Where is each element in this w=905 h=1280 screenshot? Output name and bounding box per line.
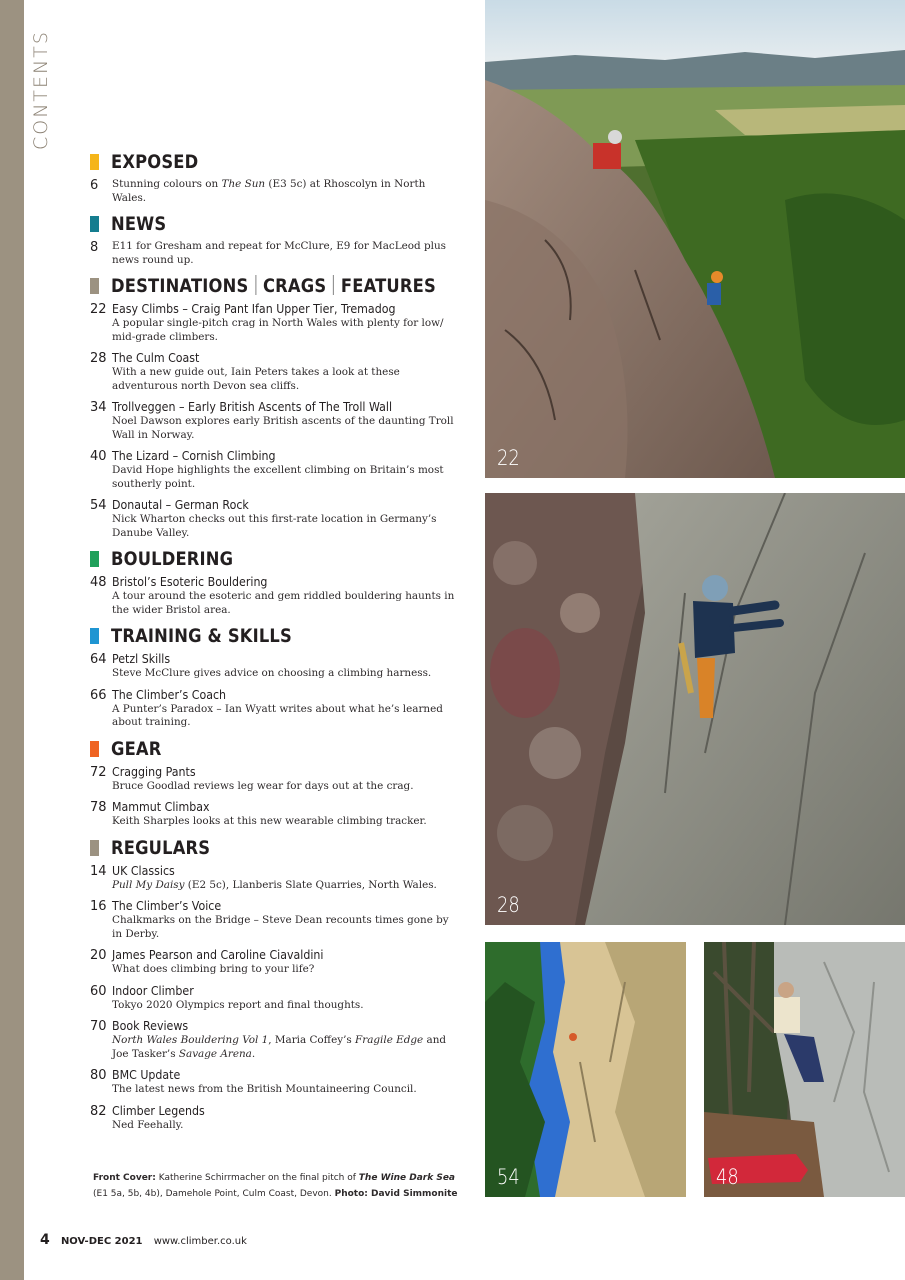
issue-date: NOV-DEC 2021: [60, 1236, 143, 1247]
page-number: 4: [40, 1232, 50, 1248]
entry-description: Tokyo 2020 Olympics report and final thoughts.: [112, 998, 364, 1011]
section-header: [90, 274, 460, 298]
photo-28-image: [485, 493, 905, 925]
section-header: [90, 836, 460, 860]
toc-entry[interactable]: [90, 984, 460, 1013]
toc-entry[interactable]: [90, 765, 460, 794]
table-of-contents: [90, 150, 460, 1139]
photo-48-page-ref: 48: [716, 1165, 739, 1189]
entry-title: Cragging Pants: [112, 764, 196, 779]
entry-description: With a new guide out, Iain Peters takes a look at these adventurous north Devon sea cliffs.: [112, 366, 400, 392]
toc-entry[interactable]: [90, 1104, 460, 1133]
page-number: 6: [90, 178, 99, 193]
toc-entry[interactable]: [90, 688, 460, 730]
photo-48[interactable]: [704, 942, 905, 1197]
toc-entry[interactable]: [90, 575, 460, 617]
entry-title: Book Reviews: [112, 1019, 189, 1033]
toc-entry[interactable]: [90, 800, 460, 829]
page-number: 16: [90, 899, 107, 914]
toc-entry[interactable]: [90, 240, 460, 267]
page-number: 82: [90, 1103, 107, 1119]
page-number: 28: [90, 351, 107, 366]
toc-entry[interactable]: [90, 948, 460, 977]
toc-section: [90, 150, 460, 205]
section-color-marker: [90, 551, 99, 567]
toc-entry[interactable]: [90, 1068, 460, 1097]
front-cover-label: Front Cover:: [93, 1173, 156, 1183]
page-footer: [40, 1232, 247, 1248]
photo-54[interactable]: [485, 942, 686, 1197]
section-color-marker: [90, 216, 99, 232]
page-number: 60: [90, 983, 107, 999]
photo-48-image: [704, 942, 905, 1197]
entry-title: Mammut Climbax: [112, 800, 210, 814]
page-number: 20: [90, 948, 107, 963]
front-cover-text-1: Katherine Schirrmacher on the final pitch of: [158, 1173, 356, 1183]
section-header: [90, 737, 460, 761]
toc-section: [90, 212, 460, 267]
toc-entry[interactable]: [90, 302, 460, 344]
page-number: 40: [90, 449, 107, 464]
toc-section: [90, 624, 460, 730]
entry-description: Steve McClure gives advice on choosing a climbing harness.: [112, 667, 432, 679]
toc-entry[interactable]: [90, 864, 460, 893]
toc-section: [90, 274, 460, 540]
section-color-marker: [90, 154, 99, 170]
page-number: 8: [90, 240, 99, 255]
front-cover-text-2: (E1 5a, 5b, 4b), Damehole Point, Culm Coast, Devon.: [93, 1189, 332, 1199]
toc-entry[interactable]: [90, 449, 460, 491]
toc-section: [90, 836, 460, 1133]
section-header: [90, 547, 460, 571]
entry-description: David Hope highlights the excellent climbing on Britain’s most southerly point.: [112, 464, 444, 490]
entry-description: E11 for Gresham and repeat for McClure, E9 for MacLeod plus news round up.: [112, 240, 447, 266]
entry-title: Trollveggen – Early British Ascents of The Troll Wall: [112, 400, 393, 414]
entry-description: The latest news from the British Mountaineering Council.: [112, 1083, 417, 1095]
toc-entry[interactable]: [90, 351, 460, 393]
toc-entry[interactable]: [90, 400, 460, 442]
entry-title: Bristol’s Esoteric Bouldering: [112, 575, 268, 589]
section-header: [90, 624, 460, 648]
front-cover-photo-credit: Photo: David Simmonite: [334, 1189, 458, 1199]
page-number: 14: [90, 863, 107, 879]
sidebar-strip: [0, 0, 24, 1280]
entry-description: North Wales Bouldering Vol 1, Maria Coffey’s Fragile Edge and Joe Tasker’s Savage Arena.: [112, 1034, 447, 1060]
entry-title: The Climber’s Coach: [112, 687, 227, 702]
entry-description: A popular single-pitch crag in North Wales with plenty for low/ mid-grade climbers.: [112, 317, 444, 343]
toc-entry[interactable]: [90, 899, 460, 941]
entry-title: Petzl Skills: [112, 652, 171, 666]
entry-title: Climber Legends: [112, 1103, 205, 1118]
page-number: 54: [90, 498, 107, 513]
photo-22[interactable]: [485, 0, 905, 478]
entry-title: The Climber’s Voice: [112, 899, 222, 913]
photo-28-page-ref: 28: [497, 893, 520, 917]
section-header: [90, 212, 460, 236]
page-number: 78: [90, 800, 107, 815]
photo-54-page-ref: 54: [497, 1165, 520, 1189]
photo-54-image: [485, 942, 686, 1197]
page-number: 80: [90, 1068, 107, 1083]
toc-section: [90, 737, 460, 829]
section-title: GEAR: [111, 737, 162, 760]
toc-entry[interactable]: [90, 498, 460, 540]
toc-entry[interactable]: [90, 178, 460, 205]
section-title: EXPOSED: [111, 151, 199, 173]
toc-entry[interactable]: [90, 652, 460, 681]
entry-description: Bruce Goodlad reviews leg wear for days out at the crag.: [112, 779, 414, 792]
section-color-marker: [90, 840, 99, 856]
front-cover-credit: [93, 1170, 458, 1202]
entry-description: A tour around the esoteric and gem riddled bouldering haunts in the wider Bristol area.: [112, 590, 455, 616]
entry-title: UK Classics: [112, 863, 175, 878]
toc-section: [90, 547, 460, 617]
page-number: 72: [90, 764, 107, 780]
entry-title: Easy Climbs – Craig Pant Ifan Upper Tier, Tremadog: [112, 302, 396, 316]
photo-22-image: [485, 0, 905, 478]
page-number: 64: [90, 652, 107, 667]
entry-title: BMC Update: [112, 1068, 181, 1082]
section-header: [90, 150, 460, 174]
page-number: 66: [90, 687, 107, 703]
page-number: 34: [90, 400, 107, 415]
toc-entry[interactable]: [90, 1019, 460, 1061]
section-title: REGULARS: [111, 836, 211, 859]
section-title: DESTINATIONS CRAGS FEATURES: [111, 275, 436, 297]
section-title: NEWS: [111, 213, 167, 235]
section-color-marker: [90, 278, 99, 294]
contents-label: CONTENTS: [30, 30, 52, 150]
entry-description: Chalkmarks on the Bridge – Steve Dean recounts times gone by in Derby.: [112, 914, 449, 940]
entry-description: Pull My Daisy (E2 5c), Llanberis Slate Quarries, North Wales.: [112, 878, 437, 891]
entry-description: Stunning colours on The Sun (E3 5c) at Rhoscolyn in North Wales.: [112, 178, 426, 204]
entry-description: Nick Wharton checks out this first-rate location in Germany’s Danube Valley.: [112, 513, 437, 539]
entry-title: Donautal – German Rock: [112, 498, 249, 512]
entry-title: James Pearson and Caroline Ciavaldini: [112, 948, 324, 962]
entry-description: What does climbing bring to your life?: [112, 963, 315, 975]
section-color-marker: [90, 741, 99, 757]
entry-title: Indoor Climber: [112, 983, 194, 998]
entry-title: The Culm Coast: [112, 351, 200, 365]
section-title: TRAINING & SKILLS: [111, 625, 292, 647]
entry-description: Ned Feehally.: [112, 1118, 184, 1131]
section-title: BOULDERING: [111, 548, 234, 570]
entry-description: Keith Sharples looks at this new wearable climbing tracker.: [112, 815, 427, 827]
section-color-marker: [90, 628, 99, 644]
entry-description: A Punter’s Paradox – Ian Wyatt writes about what he’s learned about training.: [112, 702, 443, 728]
photo-22-page-ref: 22: [497, 446, 520, 470]
page-number: 70: [90, 1019, 107, 1034]
entry-title: The Lizard – Cornish Climbing: [112, 449, 276, 463]
front-cover-route: The Wine Dark Sea: [358, 1173, 455, 1183]
photo-28[interactable]: [485, 493, 905, 925]
website-link[interactable]: www.climber.co.uk: [153, 1236, 247, 1247]
page-number: 48: [90, 575, 107, 590]
entry-description: Noel Dawson explores early British ascents of the daunting Troll Wall in Norway.: [112, 415, 454, 441]
page-number: 22: [90, 302, 107, 317]
